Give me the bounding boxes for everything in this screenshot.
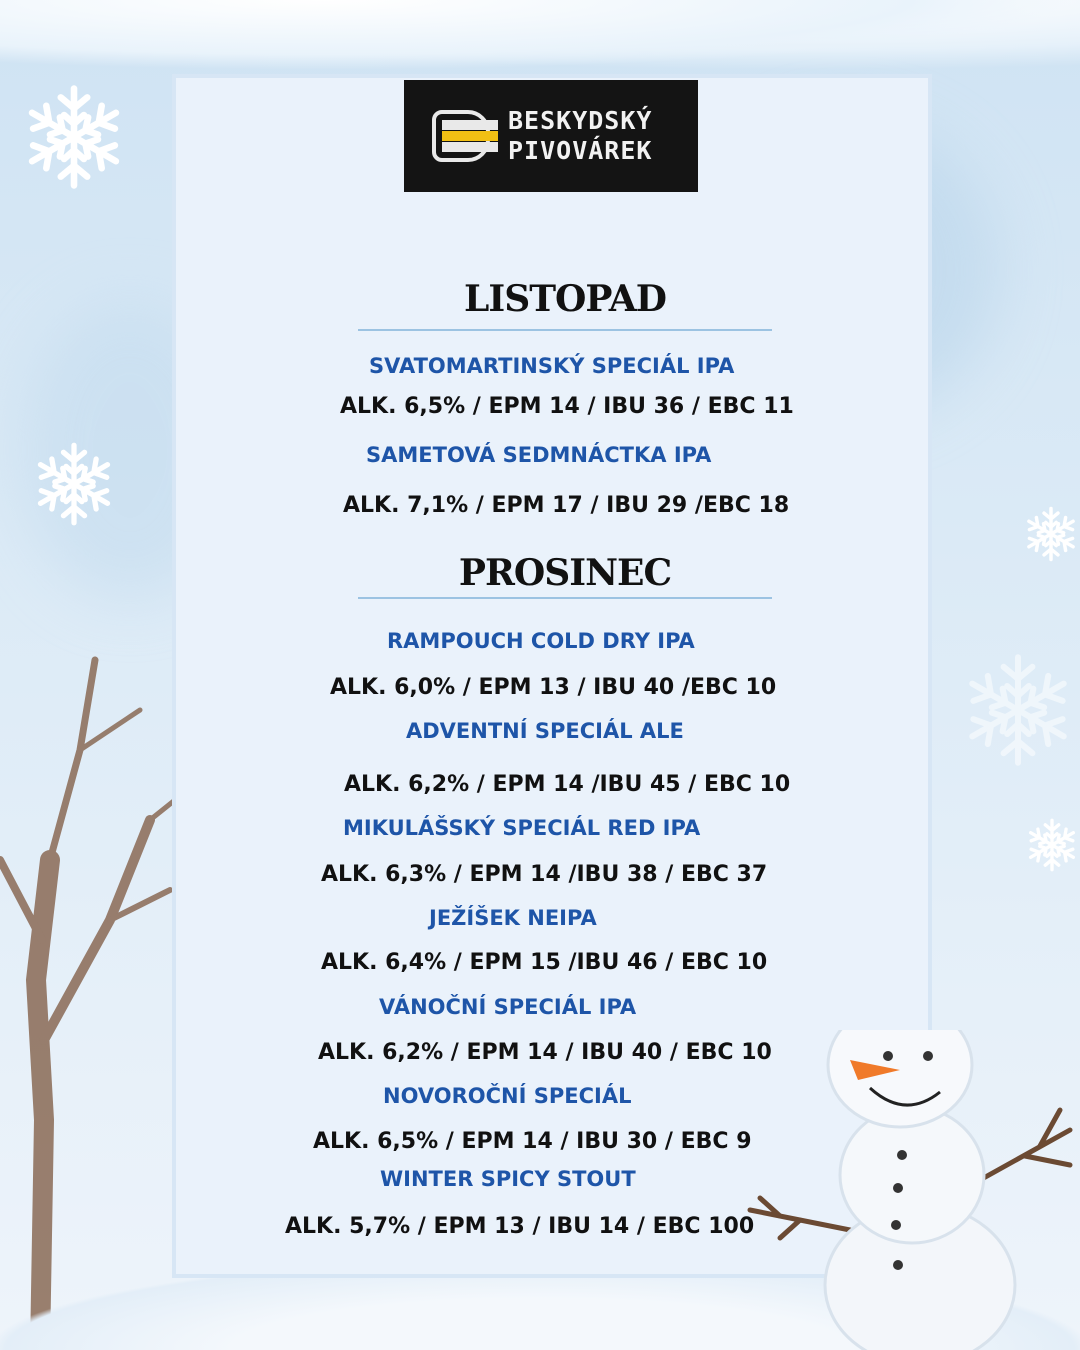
beer-name: ADVENTNÍ SPECIÁL ALE (406, 719, 684, 743)
beer-spec: ALK. 6,4% / EPM 15 /IBU 46 / EBC 10 (321, 950, 768, 975)
beer-spec: ALK. 6,2% / EPM 14 /IBU 45 / EBC 10 (344, 772, 791, 797)
snowflake-icon (1024, 792, 1080, 898)
barrel-icon (432, 110, 498, 162)
snowflake-icon (1022, 484, 1080, 584)
section-heading-listopad: LISTOPAD (464, 278, 666, 320)
snowflake-icon (958, 640, 1078, 780)
beer-spec: ALK. 6,2% / EPM 14 / IBU 40 / EBC 10 (318, 1040, 772, 1065)
logo-accent-bar (442, 131, 498, 141)
beer-spec: ALK. 7,1% / EPM 17 / IBU 29 /EBC 18 (343, 493, 790, 518)
beer-name: VÁNOČNÍ SPECIÁL IPA (379, 995, 637, 1019)
beer-name: MIKULÁŠSKÝ SPECIÁL RED IPA (343, 816, 701, 840)
beer-spec: ALK. 6,3% / EPM 14 /IBU 38 / EBC 37 (321, 862, 768, 887)
snowflake-icon (14, 82, 134, 192)
beer-spec: ALK. 6,5% / EPM 14 / IBU 36 / EBC 11 (340, 394, 794, 419)
beer-name: NOVOROČNÍ SPECIÁL (383, 1084, 632, 1108)
snow-top-border (0, 0, 1080, 70)
beer-name: WINTER SPICY STOUT (380, 1167, 636, 1191)
beer-spec: ALK. 6,5% / EPM 14 / IBU 30 / EBC 9 (313, 1129, 752, 1154)
section-heading-prosinec: PROSINEC (458, 552, 672, 594)
beer-spec: ALK. 5,7% / EPM 13 / IBU 14 / EBC 100 (285, 1214, 755, 1239)
beer-name: SVATOMARTINSKÝ SPECIÁL IPA (369, 354, 735, 378)
beer-name: JEŽÍŠEK NEIPA (429, 906, 597, 930)
logo-line-2: PIVOVÁREK (508, 136, 653, 165)
beer-spec: ALK. 6,0% / EPM 13 / IBU 40 /EBC 10 (330, 675, 777, 700)
beer-name: RAMPOUCH COLD DRY IPA (387, 629, 695, 653)
logo-text (508, 106, 652, 166)
snowman-icon (740, 1030, 1080, 1350)
snowflake-icon (28, 440, 120, 528)
brewery-logo (404, 80, 698, 192)
beer-name: SAMETOVÁ SEDMNÁCTKA IPA (366, 443, 712, 467)
logo-line-1: BESKYDSKÝ (508, 106, 653, 135)
section-divider (358, 597, 772, 599)
section-divider (358, 329, 772, 331)
